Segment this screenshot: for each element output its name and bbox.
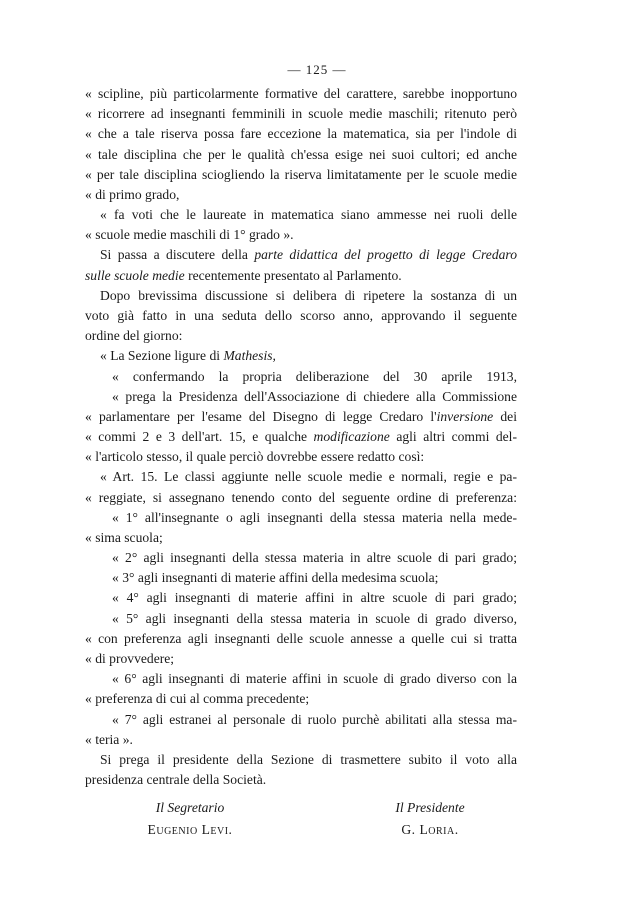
text-run: « La Sezione ligure di — [100, 348, 224, 364]
text-line: presidenza centrale della Società. — [85, 772, 267, 787]
list-item: « 4° agli insegnanti di materie affini in altre scuole di pari grado; — [112, 590, 517, 606]
text-line: « fa voti che le laureate in matematica siano ammesse nei ruoli delle — [100, 207, 517, 223]
text-line: voto già fatto in una seduta dello scorso anno, approvando il seguente — [85, 307, 517, 323]
list-item: « 3° agli insegnanti di materie affini della medesima scuola; — [112, 570, 439, 586]
text-line: « tale disciplina che per le qualità ch'essa esige nei suoi cultori; ed anche — [85, 146, 517, 162]
text-line: « che a tale riserva possa fare eccezione la matematica, sia per l'indole di — [85, 126, 517, 142]
text-line: Dopo brevissima discussione si delibera di ripetere la sostanza di un — [100, 287, 517, 303]
list-item: « 2° agli insegnanti della stessa materia in altre scuole di pari grado; — [112, 550, 517, 566]
italic-title: sulle scuole medie — [85, 267, 185, 283]
italic-term: modificazione — [313, 429, 390, 444]
text-line: Si prega il presidente della Sezione di trasmettere subito il voto alla — [100, 751, 517, 767]
list-item: « con preferenza agli insegnanti delle scuole annesse a quelle cui si tratta — [85, 630, 517, 646]
page-number: — 125 — — [287, 62, 347, 77]
text-line: « confermando la propria deliberazione del 30 aprile 1913, — [112, 368, 517, 384]
list-item: « teria ». — [85, 731, 133, 747]
text-line — [85, 268, 517, 284]
text-line: « scipline, più particolarmente formative del carattere, sarebbe inopportuno — [85, 86, 517, 101]
text-line: « di primo grado, — [85, 186, 180, 202]
president-title: Il Presidente — [395, 800, 465, 815]
list-item: « 5° agli insegnanti della stessa materia in scuole di grado diverso, — [112, 610, 517, 626]
text-run: Si passa a discutere della — [100, 247, 255, 263]
list-item: « 7° agli estranei al personale di ruolo purchè abilitati alla stessa ma- — [112, 711, 517, 727]
text-line: « ricorrere ad insegnanti femminili in scuole medie maschili; ritenuto però — [85, 106, 517, 122]
text-line: « per tale disciplina sciogliendo la riserva limitatamente per le scuole medie — [85, 166, 517, 182]
italic-title: parte didattica del progetto di legge Credaro — [254, 247, 517, 263]
text-line — [85, 429, 517, 445]
text-line: ordine del giorno: — [85, 328, 183, 344]
italic-term: inversione — [436, 408, 494, 424]
secretary-title: Il Segretario — [155, 800, 225, 815]
list-item: « sima scuola; — [85, 529, 163, 545]
text-run: dei — [493, 408, 517, 424]
text-run: « commi 2 e 3 dell'art. 15, e qualche — [85, 429, 314, 444]
text-run: recentemente presentato al Parlamento. — [184, 267, 402, 283]
italic-name: Mathesis, — [223, 348, 276, 364]
list-item: « di provvedere; — [85, 650, 175, 666]
text-line: « l'articolo stesso, il quale perciò dovrebbe essere redatto così: — [85, 449, 425, 465]
text-line — [85, 409, 517, 425]
text-run: « parlamentare per l'esame del Disegno di legge Credaro l' — [85, 408, 437, 424]
text-line: « scuole medie maschili di 1° grado ». — [85, 227, 294, 243]
text-line: « Art. 15. Le classi aggiunte nelle scuole medie e normali, regie e pa- — [100, 469, 517, 485]
list-item: « preferenza di cui al comma precedente; — [85, 691, 310, 707]
president-name: G. Loria. — [401, 822, 459, 837]
list-item: « 1° all'insegnante o agli insegnanti della stessa materia nella mede- — [112, 509, 517, 525]
list-item: « 6° agli insegnanti di materie affini in scuole di grado diverso con la — [112, 671, 517, 687]
text-line: « prega la Presidenza dell'Associazione di chiedere alla Commissione — [112, 388, 517, 404]
text-line — [100, 348, 517, 364]
secretary-name: Eugenio Levi. — [147, 822, 233, 837]
text-line: « reggiate, si assegnano tenendo conto del seguente ordine di preferenza: — [85, 489, 517, 505]
text-run: agli altri commi del- — [389, 429, 517, 444]
text-line — [100, 247, 517, 263]
